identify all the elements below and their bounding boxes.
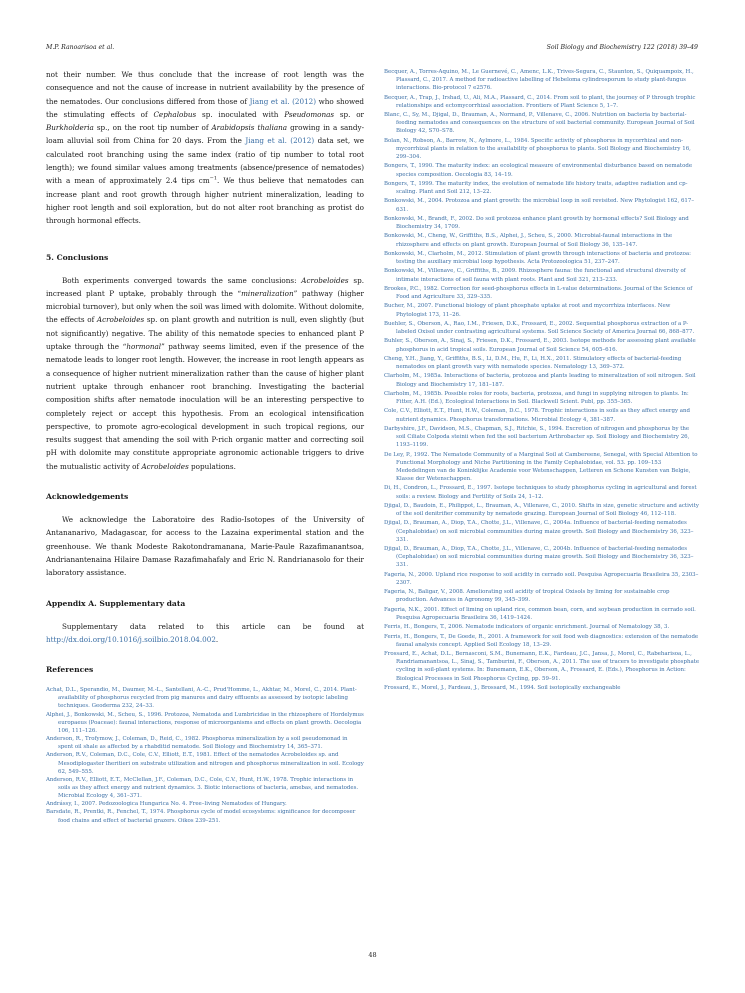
right-column-references: [384, 68, 700, 693]
reference-item[interactable]: Darbyshire, J.F., Davidson, M.S., Chapman, S.J., Ritchie, S., 1994. Excretion of nitrogen and phosphorus by the soil Ciliate Colpoda steinii when fed the soil bacterium Arthrobacter sp. Soil Biology and Biochemistry 26, 1193–1199.: [384, 425, 690, 449]
reference-item[interactable]: Achat, D.L., Sperandio, M., Daumer, M.-L., Santellani, A.-C., Prud'Homme, L., Akhtar, M., Morel, C., 2014. Plant-availability of phosphorus recycled from pig manures and dairy effluents as assessed by isotopic labeling techniques. Geoderma 232, 24–33.: [46, 687, 357, 710]
reference-item[interactable]: Clarholm, M., 1985a. Interactions of bacteria, protozoa and plants leading to mineralization of soil nitrogen. Soil Biology and Biochemistry 17, 181–187.: [384, 373, 696, 388]
reference-item[interactable]: Bucher, M., 2007. Functional biology of plant phosphate uptake at root and mycorrhiza interfaces. New Phytologist 173, 11–26.: [384, 303, 671, 318]
doi-link[interactable]: http://dx.doi.org/10.1016/j.soilbio.2018.04.002: [46, 634, 216, 644]
discussion-paragraph: not their number. We thus conclude that the increase of root length was the consequence and not the cause of increase in nutrient availability by the presence of the nematodes. Our conclusions differed from those of Jiang et al. (2012) who showed the stimulating effects of Cephalobus sp. inoculated with Pseudomonas sp. or Burkholderia sp., on the root tip number of Arabidopsis thaliana growing in a sandy-loam alluvial soil from China for 20 days. From the Jiang et al. (2012) data set, we calculated root branching using the same index (ratio of tip number to total root length); we found similar values among treatments (absence/presence of nematodes) with a mean of approximately 2.4 tips $cm^{-1}$. We thus believe that nematodes can increase plant and root growth through higher nutrient mineralization, leading to higher root length and soil exploration, but do not alter root branching as protist do through hormonal effects.: [46, 70, 365, 226]
reference-item[interactable]: Andrássy, I., 2007. Pedozoologica Hungarica No. 4. Free–living Nematodes of Hungary.: [46, 801, 287, 808]
conclusions-heading: 5. Conclusions: [46, 252, 109, 262]
reference-item[interactable]: Bonkowski, M., Cheng, W., Griffiths, B.S., Alphei, J., Scheu, S., 2000. Microbial-faunal interactions in the rhizosphere and effects on plant growth. European Journal of Soil Biology 36, 135–147.: [384, 233, 673, 248]
header-journal: Soil Biology and Biochemistry 122 (2018) 39–49: [546, 44, 698, 51]
reference-item[interactable]: Djigal, D., Brauman, A., Diop, T.A., Chotte, J.L., Villenave, C., 2004b. Influence of bacterial-feeding nematodes (Cephalobidae) on soil microbial communities during maize growth. Soil Biology and Biochemistry 36, 323–331.: [384, 546, 694, 569]
reference-item[interactable]: Djigal, D., Baudoin, E., Philippot, L., Brauman, A., Villenave, C., 2010. Shifts in size, genetic structure and activity of the soil denitrifier community by nematode grazing. European Journal of Soil Biology 46, 112–118.: [384, 502, 699, 518]
reference-item[interactable]: Fageria, N.K., 2001. Effect of liming on upland rice, common bean, corn, and soybean production in cerrado soil. Pesquisa Agropecuaria Brasileira 36, 1419–1424.: [384, 606, 696, 621]
citation-link[interactable]: Jiang et al. (2012): [245, 136, 315, 146]
reference-item[interactable]: Bonkowski, M., 2004. Protozoa and plant growth: the microbial loop in soil revisited. New Phytologist 162, 617–631.: [384, 198, 695, 213]
running-header: [46, 44, 698, 56]
reference-item[interactable]: Fageria, N., Baligar, V., 2008. Ameliorating soil acidity of tropical Oxisols by liming for sustainable crop production. Advances in Agronomy 99, 345–399.: [384, 589, 670, 604]
left-column: [46, 68, 364, 825]
reference-item[interactable]: Alphei, J., Bonkowski, M., Scheu, S., 1996. Protozoa, Nematoda and Lumbricidae in the rhizosphere of Hordelymus europaeus (Poaceae): faunal interactions, response of microorganisms and effects on plant growth. Oecologia 106, 111–126.: [46, 711, 364, 734]
reference-item[interactable]: Becquer, A., Trap, J., Irshad, U., Ali, M.A., Plassard, C., 2014. From soil to plant, the journey of P through trophic relationships and ectomycorrhizal association. Frontiers of Plant Science 5, 1–7.: [384, 94, 696, 109]
reference-item[interactable]: Bongers, T., 1990. The maturity index: an ecological measure of environmental disturbance based on nematode species composition. Oecologia 83, 14–19.: [384, 163, 693, 178]
appendix-paragraph: Supplementary data related to this article can be found at http://dx.doi.org/10.1016/j.soilbio.2018.04.002.: [46, 621, 364, 644]
reference-item[interactable]: Anderson, R.V., Elliott, E.T., McClellan, J.F., Coleman, D.C., Cole, C.V., Hunt, H.W., 1978. Trophic interactions in soils as they affect energy and nutrient dynamics. 3. Biotic interactions of bacteria, amebas, and nematodes. Microbial Ecology 4, 361–371.: [46, 776, 359, 800]
conclusions-paragraph: Both experiments converged towards the same conclusions: Acrobeloides sp. increased plant P uptake, probably through the “mineralization” pathway (higher microbial turnover), but only when the soil was limed with dolomite. Without dolomite, the effects of Acrobeloides sp. on plant growth and nutrition is null, even slightly (but not significantly) negative. The ability of this nematode species to enhanced plant P uptake through the “hormonal” pathway seems limited, even if the presence of the nematode leads to longer root length. However, the increase in root length appears as a consequence of higher nutrient mineralization rather than the cause of higher plant nutrient uptake through enhancer root branching. Investigating the bacterial composition shifts after nematode inoculation will be an interesting perspective to completely reject or accept this hypothesis. From an ecological intensification perspective, to promote agro-ecological development in such tropical regions, our results suggest that amending the soil with P-rich organic matter and correcting soil pH with dolomite may constitute appropriate agronomic actionable triggers to drive the mutualistic activity of Acrobeloides populations.: [46, 275, 365, 471]
references-heading: References: [46, 665, 94, 675]
reference-item[interactable]: Blanc, C., Sy, M., Djigal, D., Brauman, A., Normand, P., Villenave, C., 2006. Nutrition on bacteria by bacterial-feeding nematodes and consequences on the structure of soil bacterial community. European Journal of Soil Biology 42, S70–S78.: [384, 112, 695, 135]
reference-list-left: [46, 686, 364, 825]
reference-item[interactable]: Anderson, R.V., Coleman, D.C., Cole, C.V., Elliott, E.T., 1981. Effect of the nematodes Acrobeloides sp. and Mesodiplogaster lheritieri on substrate utilization and nitrogen and phosphorus mineralization in soil. Ecology 62, 549–555.: [46, 752, 364, 775]
reference-item[interactable]: De Ley, P., 1992. The Nematode Community of a Marginal Soil at Cambereene, Senegal, with Special Attention to Functional Morphology and Niche Partitioning in the Family Cephalobidae, vol. 53. pp. 109–153 Mededelingen van de Koninklijke Academie voor Wetenschappen, Letteren en Schone Kunsten van Belgie, Klasse der Wetenschappen.: [384, 451, 698, 483]
reference-item[interactable]: Bonkowski, M., Clarholm, M., 2012. Stimulation of plant growth through interactions of bacteria and protozoa: testing the auxiliary microbial loop hypothesis. Acta Protozoologica 51, 237–247.: [384, 250, 691, 266]
citation-link[interactable]: Jiang et al. (2012): [249, 96, 317, 106]
reference-item[interactable]: Brookes, P.C., 1982. Correction for seed-phosphorus effects in L-value determinations. Journal of the Science of Food and Agriculture 33, 329–335.: [384, 285, 693, 301]
reference-item[interactable]: Ferris, H., Bongers, T., De Goede, R., 2001. A framework for soil food web diagnostics: extension of the nematode faunal analysis concept. Applied Soil Ecology 18, 13–29.: [384, 633, 699, 648]
reference-item[interactable]: Frossard, E., Achat, D.L., Bernasconi, S.M., Bunemann, E.K., Fardeau, J.C., Jansa, J., Morel, C., Rabeharisoa, L., Randriamanantsoa, L., Sinaj, S., Tamburini, F., Oberson, A., 2011. The use of tracers to investigate phosphate cycling in soil-plant systems. In: Bunemann, E.K., Oberson, A., Frossard, E. (Eds.), Phosphorus in Action: Biological Processes in Soil Phosphorus Cycling, pp. 59–91.: [384, 651, 700, 682]
reference-item[interactable]: Bonkowski, M., Brandt, F., 2002. Do soil protozoa enhance plant growth by hormonal effects? Soil Biology and Biochemistry 34, 1709.: [384, 215, 689, 231]
reference-item[interactable]: Cole, C.V., Elliott, E.T., Hunt, H.W., Coleman, D.C., 1978. Trophic interactions in soils as they affect energy and nutrient dynamics. Phosphorus transformations. Microbial Ecology 4, 381–387.: [384, 408, 691, 423]
reference-item[interactable]: Di, H., Condron, L., Frossard, E., 1997. Isotope techniques to study phosphorus cycling in agricultural and forest soils: a review. Biology and Fertility of Soils 24, 1–12.: [384, 485, 697, 500]
reference-item[interactable]: Djigal, D., Brauman, A., Diop, T.A., Chotte, J.L., Villenave, C., 2004a. Influence of bacterial-feeding nematodes (Cephalobidae) on soil microbial communities during maize growth. Soil Biology and Biochemistry 36, 323–331.: [384, 520, 694, 543]
reference-item[interactable]: Barsdate, R., Prentki, R., Fenchel, T., 1974. Phosphorus cycle of model ecosystems: significance for decomposer food chains and effect of bacterial grazers. Oikos 239–251.: [46, 809, 356, 824]
reference-item[interactable]: Fageria, N., 2000. Upland rice response to soil acidity in cerrado soil. Pesquisa Agropecuaria Brasileira 35, 2303–2307.: [384, 571, 699, 586]
reference-item[interactable]: Clarholm, M., 1985b. Possible roles for roots, bacteria, protozoa, and fungi in supplying nitrogen to plants. In: Fitter, A.H. (Ed.), Ecological Interactions in Soil. Blackwell Scient. Publ, pp. 355–365.: [384, 390, 689, 406]
reference-item[interactable]: Buehler, S., Oberson, A., Rao, I.M., Friesen, D.K., Frossard, E., 2002. Sequential phosphorus extraction of a P-labeled Oxisol under contrasting agricultural systems. Soil Science Society of America Journal 66, 868–877.: [384, 320, 695, 336]
reference-item[interactable]: Bongers, T., 1999. The maturity index, the evolution of nematode life history traits, adaptive radiation and cp-scaling. Plant and Soil 212, 13–22.: [384, 180, 688, 196]
page-number: 48: [368, 951, 377, 959]
reference-item[interactable]: Frossard, E., Morel, J., Fardeau, J., Brossard, M., 1994. Soil isotopically exchangeable: [384, 684, 621, 691]
reference-item[interactable]: Becquer, A., Torres-Aquino, M., Le Guernevé, C., Amenc, L.K., Trives-Segura, C., Staunton, S., Quiquampoix, H., Plassard, C., 2017. A method for radioactive labelling of Hebeloma cylindrosporum to study plant-fungus interactions. Bio-protocol 7 e2576.: [384, 69, 694, 92]
acknowledgements-heading: Acknowledgements: [46, 492, 129, 502]
acknowledgements-paragraph: We acknowledge the Laboratoire des Radio-Isotopes of the University of Antananarivo, Madagascar, for access to the Lazaina experimental station and the greenhouse. We thank Modeste Rakotondramanana, Marie-Paule Razafimanantsoa, Andrianantenaina Hilaire Damase Razafimahafaly and Eric N. Randrianasolo for their laboratory assistance.: [46, 515, 364, 578]
reference-item[interactable]: Cheng, Y.H., Jiang, Y., Griffiths, B.S., Li, D.M., Hu, F., Li, H.X., 2011. Stimulatory effects of bacterial-feeding nematodes on plant growth vary with nematode species. Nematology 13, 369–372.: [384, 355, 682, 371]
reference-item[interactable]: Buhler, S., Oberson, A., Sinaj, S., Friesen, D.K., Frossard, E., 2003. Isotope methods for assessing plant available phosphorus in acid tropical soils. European Journal of Soil Science 54, 605–616.: [384, 338, 696, 353]
reference-item[interactable]: Anderson, R., Trofymow, J., Coleman, D., Reid, C., 1982. Phosphorus mineralization by a soil pseudomonad in spent oil shale as affected by a rhabditid nematode. Soil Biology and Biochemistry 14, 365–371.: [46, 736, 348, 751]
reference-item[interactable]: Bonkowski, M., Villenave, C., Griffiths, B., 2009. Rhizosphere fauna: the functional and structural diversity of intimate interactions of soil fauna with plant roots. Plant and Soil 321, 213–233.: [384, 268, 686, 283]
appendix-heading: Appendix A. Supplementary data: [46, 598, 186, 608]
reference-item[interactable]: Ferris, H., Bongers, T., 2006. Nematode indicators of organic enrichment. Journal of Nematology 38, 3.: [384, 624, 670, 631]
header-authors: M.P. Ranoarisoa et al.: [46, 44, 115, 51]
reference-item[interactable]: Bolan, N., Robson, A., Barrow, N., Aylmore, L., 1984. Specific activity of phosphorus in mycorrhizal and non-mycorrhizal plants in relation to the availability of phosphorus to plants. Soil Biology and Biochemistry 16, 299–304.: [384, 137, 691, 161]
